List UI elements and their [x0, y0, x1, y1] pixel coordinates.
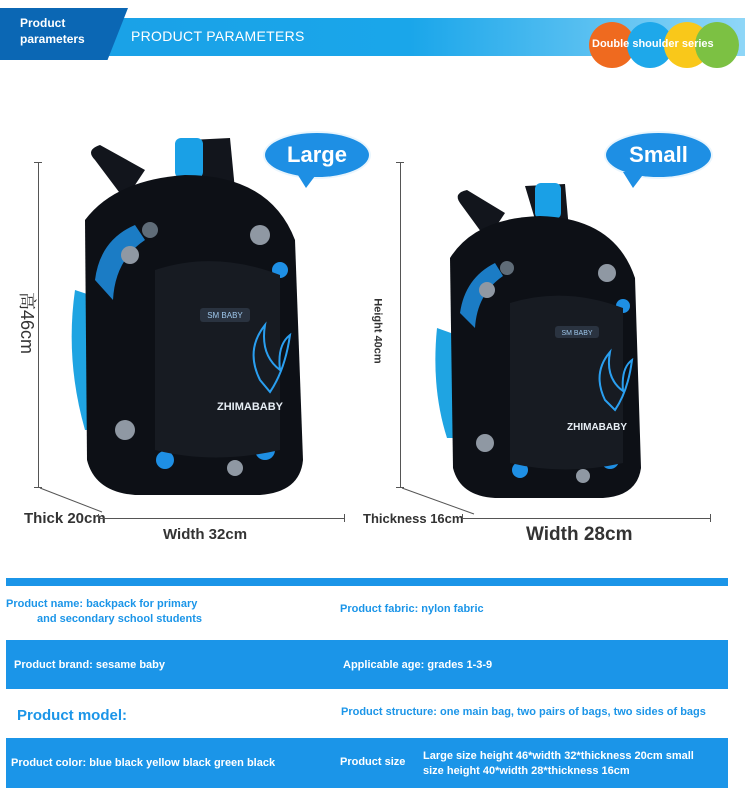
large-height-label: 高46cm [17, 291, 38, 355]
small-logo-text: ZHIMABABY [567, 422, 627, 433]
spec-divider [6, 578, 728, 586]
spec-product-brand: Product brand: sesame baby [14, 659, 165, 671]
small-size-bubble [606, 133, 711, 177]
large-thick-label: Thick 20cm [24, 510, 106, 527]
small-brand-text: SM BABY [561, 330, 593, 337]
series-label: Double shoulder series [592, 38, 714, 50]
spec-row-4 [6, 738, 728, 788]
spec-applicable-age: Applicable age: grades 1-3-9 [343, 659, 493, 671]
small-height-label: Height 40cm [371, 298, 384, 364]
large-brand-text: SM BABY [207, 311, 243, 320]
header-tag-line2: parameters [20, 32, 85, 46]
header-tag-text [20, 15, 85, 47]
large-width-tick-left [98, 514, 99, 522]
spec-product-size-label: Product size [340, 756, 406, 768]
page-title: PRODUCT PARAMETERS [131, 28, 305, 44]
small-width-tick-left [462, 514, 463, 522]
small-width-label: Width 28cm [526, 524, 633, 545]
large-width-label: Width 32cm [163, 526, 248, 543]
spec-product-size-line2: size height 40*width 28*thickness 16cm [423, 765, 630, 777]
large-backpack-image [55, 130, 315, 505]
spec-product-structure: Product structure: one main bag, two pairs of bags, two sides of bags [341, 706, 706, 718]
spec-product-name-line1: Product name: backpack for primary [6, 598, 198, 610]
spec-product-size-line1: Large size height 46*width 32*thickness 20cm small [423, 750, 694, 762]
spec-product-name-line2: and secondary school students [37, 613, 203, 625]
small-width-line [462, 518, 710, 519]
small-bubble-label: Small [606, 133, 711, 177]
small-backpack-image [425, 178, 655, 508]
small-height-line [400, 162, 401, 487]
spec-product-fabric: Product fabric: nylon fabric [340, 603, 484, 615]
spec-row-2 [6, 640, 728, 689]
small-width-tick-right [710, 514, 711, 522]
spec-product-model: Product model: [17, 707, 128, 724]
header-tag-line1: Product [20, 16, 66, 30]
large-bubble-label: Large [265, 133, 369, 177]
spec-row-3 [6, 692, 728, 736]
small-thick-label: Thickness 16cm [363, 511, 464, 526]
spec-product-color: Product color: blue black yellow black green black [11, 757, 276, 769]
small-height-tick-top [396, 162, 404, 163]
large-width-line [98, 518, 344, 519]
large-width-tick-right [344, 514, 345, 522]
large-logo-text: ZHIMABABY [217, 401, 283, 413]
spec-row-1 [6, 588, 728, 636]
large-height-tick-top [34, 162, 42, 163]
